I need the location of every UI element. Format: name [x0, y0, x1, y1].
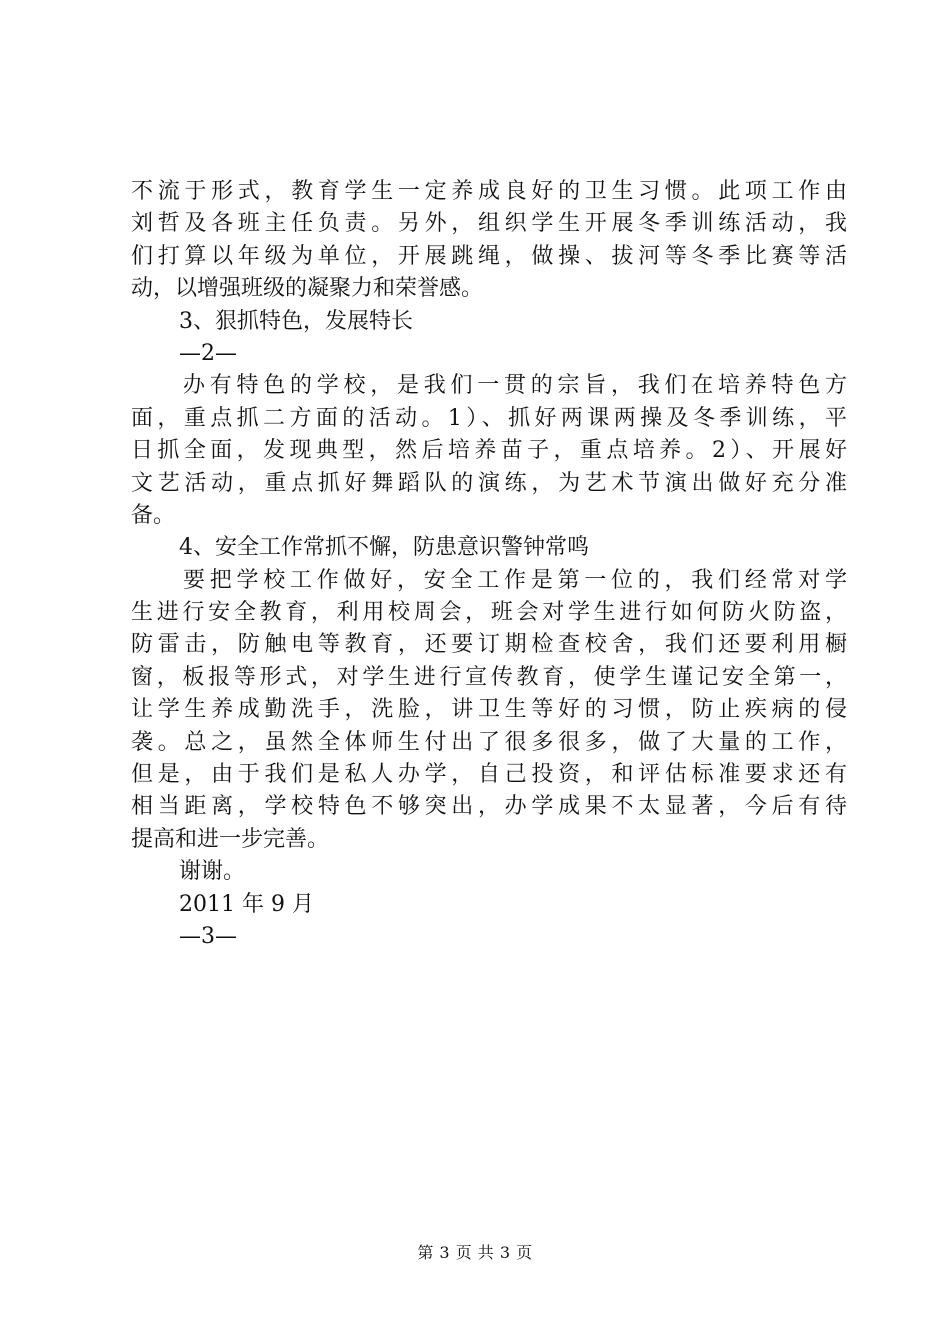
document-date: 2011 年 9 月 — [179, 891, 314, 917]
paragraph-line: 面，重点抓二方面的活动。1）、抓好两课两操及冬季训练，平 — [131, 405, 847, 431]
page-footer: 第 3 页 共 3 页 — [417, 1243, 533, 1262]
paragraph-line: 提高和进一步完善。 — [131, 826, 330, 852]
paragraph-line: 办有特色的学校，是我们一贯的宗旨，我们在培养特色方 — [183, 373, 847, 399]
paragraph-line: 生进行安全教育，利用校周会，班会对学生进行如何防火防盗， — [131, 600, 847, 626]
paragraph-line: 们打算以年级为单位，开展跳绳，做操、拔河等冬季比赛等活 — [131, 243, 847, 269]
paragraph-line: 窗，板报等形式，对学生进行宣传教育，使学生谨记安全第一， — [131, 664, 847, 690]
closing-thanks: 谢谢。 — [179, 859, 246, 885]
document-body — [131, 176, 847, 953]
page-marker: —2— — [179, 340, 237, 366]
paragraph-line: 日抓全面，发现典型，然后培养苗子，重点培养。2）、开展好 — [131, 438, 847, 464]
paragraph-line: 不流于形式，教育学生一定养成良好的卫生习惯。此项工作由 — [131, 179, 847, 204]
paragraph-line: 备。 — [131, 502, 176, 528]
paragraph-line: 相当距离，学校特色不够突出，办学成果不太显著，今后有待 — [131, 794, 847, 820]
paragraph-line: 防雷击，防触电等教育，还要订期检查校舍，我们还要利用橱 — [131, 632, 847, 658]
paragraph-line: 动，以增强班级的凝聚力和荣誉感。 — [131, 276, 484, 302]
paragraph-line: 要把学校工作做好，安全工作是第一位的，我们经常对学 — [183, 567, 847, 593]
page-marker: —3— — [179, 923, 237, 949]
section-heading-3: 3、狠抓特色，发展特长 — [179, 308, 413, 334]
paragraph-line: 让学生养成勤洗手，洗脸，讲卫生等好的习惯，防止疾病的侵 — [131, 697, 847, 723]
paragraph-line: 刘哲及各班主任负责。另外，组织学生开展冬季训练活动，我 — [131, 211, 847, 237]
paragraph-line: 但是，由于我们是私人办学，自己投资，和评估标准要求还有 — [131, 762, 847, 788]
section-heading-4: 4、安全工作常抓不懈，防患意识警钟常鸣 — [179, 535, 589, 561]
paragraph-line: 文艺活动，重点抓好舞蹈队的演练，为艺术节演出做好充分准 — [131, 470, 847, 496]
paragraph-line: 袭。总之，虽然全体师生付出了很多很多，做了大量的工作， — [131, 729, 847, 755]
